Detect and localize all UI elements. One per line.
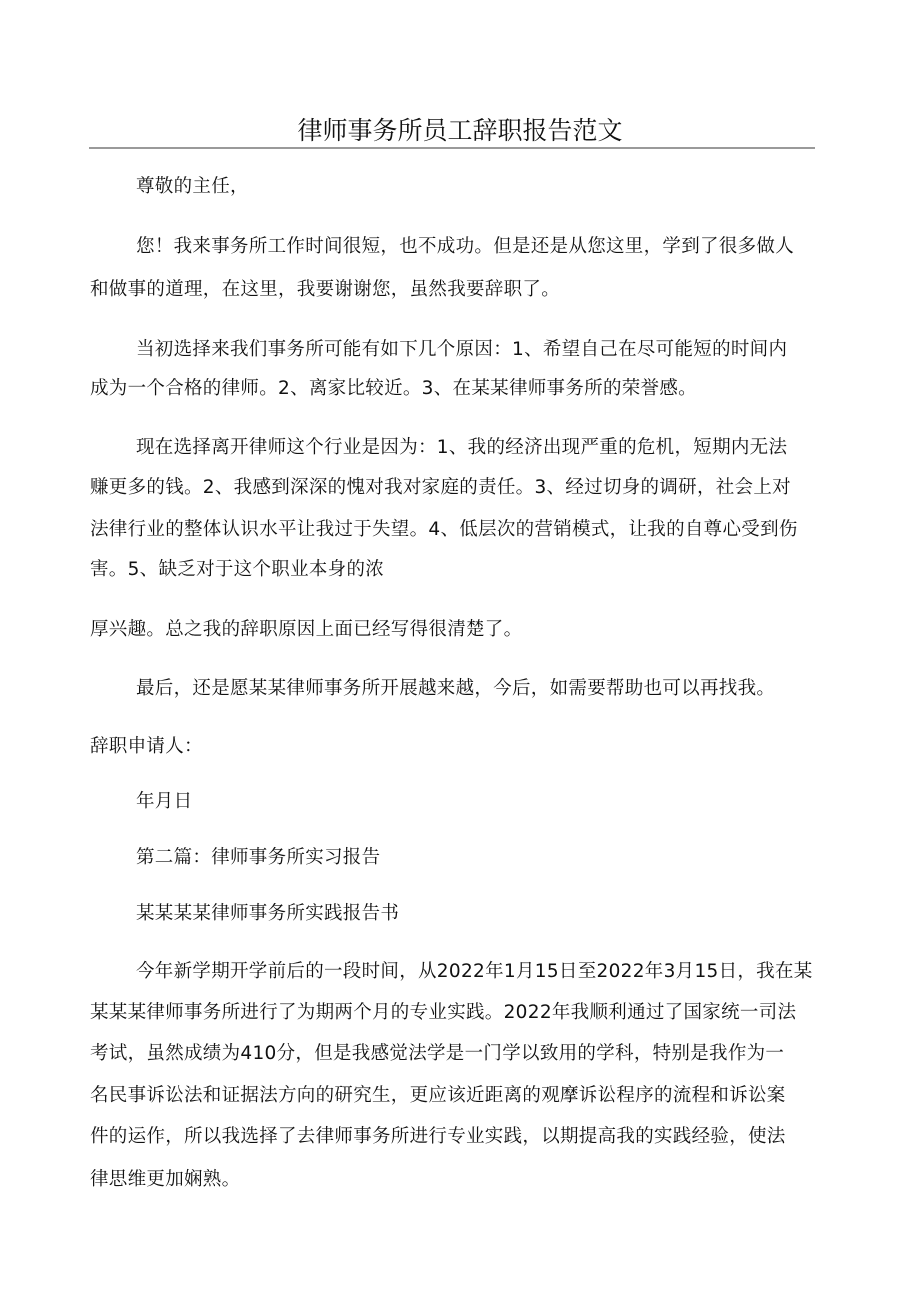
title-divider (89, 147, 815, 149)
paragraph-line: 考试，虽然成绩为410分，但是我感觉法学是一门学以致用的学科，特别是我作为一 (90, 1043, 785, 1064)
paragraph-line: 害。5、缺乏对于这个职业本身的浓 (90, 559, 385, 580)
signature-label: 辞职申请人： (90, 736, 203, 757)
section-heading: 第二篇：律师事务所实习报告 (136, 847, 381, 868)
paragraph-line: 当初选择来我们事务所可能有如下几个原因：1、希望自己在尽可能短的时间内 (136, 339, 788, 360)
paragraph-line: 厚兴趣。总之我的辞职原因上面已经写得很清楚了。 (90, 619, 523, 640)
paragraph-line: 成为一个合格的律师。2、离家比较近。3、在某某律师事务所的荣誉感。 (90, 378, 697, 399)
paragraph-line: 和做事的道理，在这里，我要谢谢您，虽然我要辞职了。 (90, 279, 561, 300)
paragraph-line: 件的运作，所以我选择了去律师事务所进行专业实践，以期提高我的实践经验，使法 (90, 1126, 786, 1147)
salutation: 尊敬的主任， (136, 176, 249, 197)
document-title: 律师事务所员工辞职报告范文 (297, 116, 623, 145)
paragraph-line: 律思维更加娴熟。 (90, 1169, 241, 1190)
paragraph-line: 现在选择离开律师这个行业是因为：1、我的经济出现严重的危机，短期内无法 (136, 437, 788, 458)
paragraph-line: 您！我来事务所工作时间很短，也不成功。但是还是从您这里，学到了很多做人 (136, 236, 795, 257)
paragraph-line: 某某某律师事务所进行了为期两个月的专业实践。2022年我顺利通过了国家统一司法 (90, 1002, 797, 1023)
date-line: 年月日 (136, 791, 193, 812)
paragraph-line: 今年新学期开学前后的一段时间，从2022年1月15日至2022年3月15日，我在某 (136, 961, 813, 982)
paragraph-line: 法律行业的整体认识水平让我过于失望。4、低层次的营销模式，让我的自尊心受到伤 (90, 519, 798, 540)
report-title: 某某某某律师事务所实践报告书 (136, 903, 400, 924)
paragraph-line: 赚更多的钱。2、我感到深深的愧对我对家庭的责任。3、经过切身的调研，社会上对 (90, 477, 791, 498)
paragraph-line: 最后，还是愿某某律师事务所开展越来越，今后，如需要帮助也可以再找我。 (136, 678, 776, 699)
paragraph-line: 名民事诉讼法和证据法方向的研究生，更应该近距离的观摩诉讼程序的流程和诉讼案 (90, 1085, 786, 1106)
